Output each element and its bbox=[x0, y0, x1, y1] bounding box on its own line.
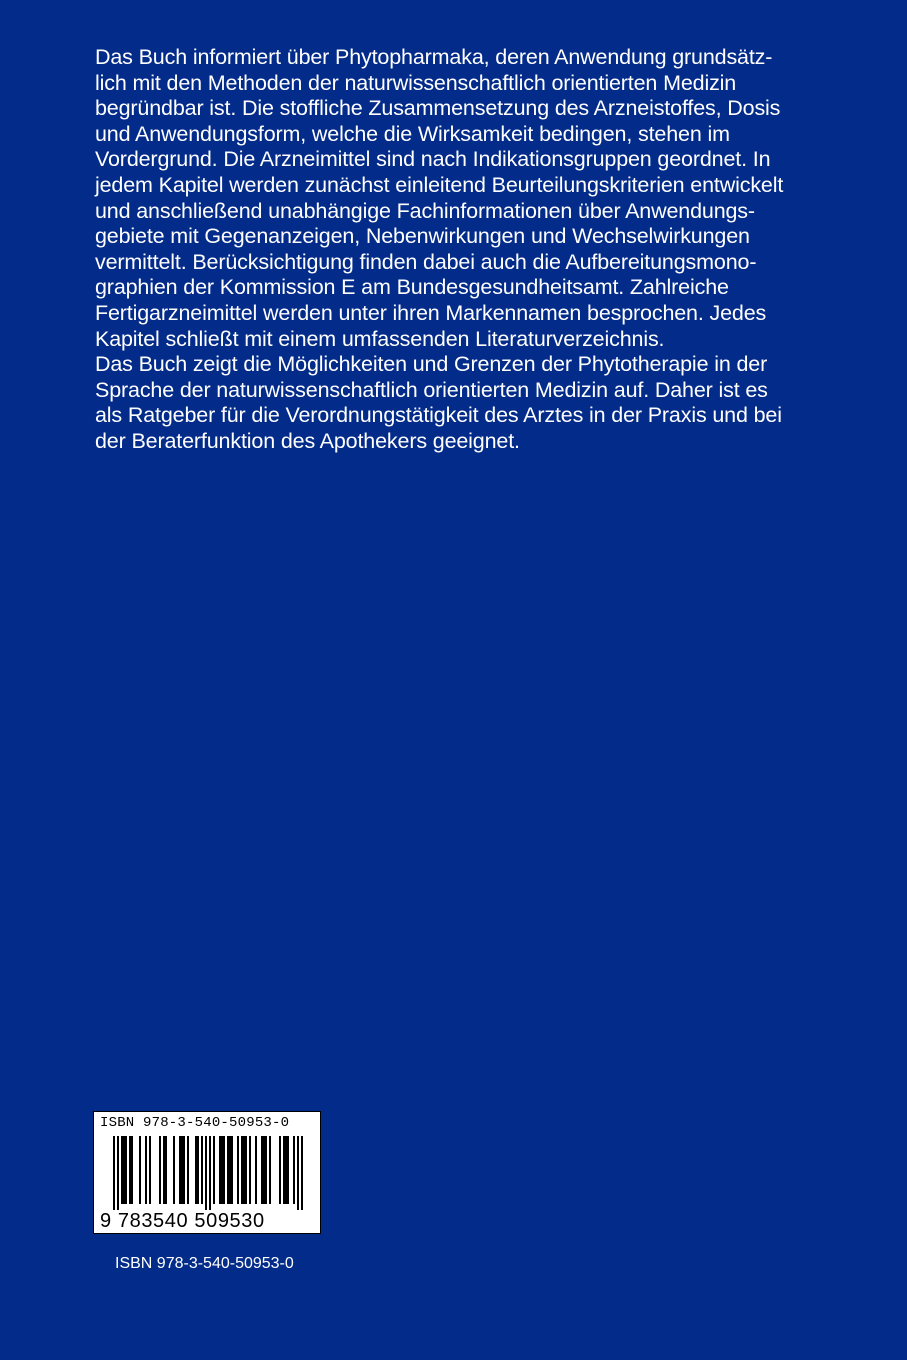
barcode-bar bbox=[125, 1136, 127, 1204]
blurb-line: lich mit den Methoden der naturwissenschaftlich orientierten Medizin bbox=[95, 70, 737, 95]
barcode-bar bbox=[265, 1136, 267, 1204]
blurb-line: und Anwendungsform, welche die Wirksamkeit bedingen, stehen im bbox=[95, 121, 730, 146]
barcode-bar bbox=[181, 1136, 183, 1204]
barcode-bar bbox=[187, 1136, 189, 1204]
barcode-bar bbox=[165, 1136, 167, 1204]
barcode-bar bbox=[221, 1136, 223, 1204]
barcode-guard-bar bbox=[301, 1136, 303, 1210]
barcode-bar bbox=[279, 1136, 281, 1204]
blurb-line: und anschließend unabhängige Fachinformationen über Anwendungs- bbox=[95, 198, 755, 223]
barcode-bar bbox=[139, 1136, 141, 1204]
barcode-bar bbox=[149, 1136, 151, 1204]
blurb-line: Fertigarzneimittel werden unter ihren Markennamen besprochen. Jedes bbox=[95, 300, 767, 325]
barcode-bar bbox=[269, 1136, 271, 1204]
barcode-bar bbox=[183, 1136, 185, 1204]
barcode-bar bbox=[201, 1136, 203, 1204]
barcode-bar bbox=[285, 1136, 287, 1204]
blurb-line: der Beraterfunktion des Apothekers geeignet. bbox=[95, 428, 520, 453]
barcode-bar bbox=[223, 1136, 225, 1204]
barcode-bar bbox=[245, 1136, 247, 1204]
barcode-bar bbox=[227, 1136, 229, 1204]
blurb-line: Sprache der naturwissenschaftlich orientierten Medizin auf. Daher ist es bbox=[95, 377, 768, 402]
barcode-guard-bar bbox=[297, 1136, 299, 1210]
barcode-bar bbox=[229, 1136, 231, 1204]
blurb-line: Das Buch informiert über Phytopharmaka, deren Anwendung grundsätz- bbox=[95, 45, 773, 69]
blurb-line: Vordergrund. Die Arzneimittel sind nach Indikationsgruppen geordnet. In bbox=[95, 147, 771, 172]
barcode-bars bbox=[94, 1136, 320, 1210]
blurb-line: Kapitel schließt mit einem umfassenden Literaturverzeichnis. bbox=[95, 326, 665, 351]
barcode-bar bbox=[179, 1136, 181, 1204]
barcode-bar bbox=[231, 1136, 233, 1204]
barcode-bar bbox=[213, 1136, 215, 1204]
blurb-line: als Ratgeber für die Verordnungstätigkeit des Arztes in der Praxis und bei bbox=[95, 403, 782, 428]
barcode-bar bbox=[243, 1136, 245, 1204]
blurb-line: graphien der Kommission E am Bundesgesundheitsamt. Zahlreiche bbox=[95, 275, 729, 300]
isbn-barcode bbox=[93, 1111, 321, 1234]
barcode-bar bbox=[123, 1136, 125, 1204]
blurb-line: Das Buch zeigt die Möglichkeiten und Grenzen der Phytotherapie in der bbox=[95, 352, 768, 377]
barcode-bar bbox=[255, 1136, 257, 1204]
barcode-bar bbox=[163, 1136, 165, 1204]
barcode-isbn-label: ISBN 978-3-540-50953-0 bbox=[100, 1115, 290, 1131]
barcode-bar bbox=[249, 1136, 251, 1204]
barcode-bar bbox=[131, 1136, 133, 1204]
barcode-bar bbox=[283, 1136, 285, 1204]
barcode-bar bbox=[241, 1136, 243, 1204]
blurb-line: vermittelt. Berücksichtigung finden dabei auch die Aufbereitungsmono- bbox=[95, 249, 757, 274]
isbn-footer: ISBN 978-3-540-50953-0 bbox=[115, 1255, 294, 1272]
barcode-bar bbox=[261, 1136, 263, 1204]
barcode-guard-bar bbox=[209, 1136, 211, 1210]
barcode-bar bbox=[287, 1136, 289, 1204]
barcode-bar bbox=[197, 1136, 199, 1204]
barcode-bar bbox=[159, 1136, 161, 1204]
barcode-guard-bar bbox=[205, 1136, 207, 1210]
barcode-bar bbox=[219, 1136, 221, 1204]
barcode-guard-bar bbox=[117, 1136, 119, 1210]
barcode-bar bbox=[293, 1136, 295, 1204]
barcode-bar bbox=[145, 1136, 147, 1204]
back-cover-blurb bbox=[95, 45, 815, 455]
blurb-line: gebiete mit Gegenanzeigen, Nebenwirkungen und Wechselwirkungen bbox=[95, 224, 750, 249]
blurb-line: begründbar ist. Die stoffliche Zusammensetzung des Arzneistoffes, Dosis bbox=[95, 96, 781, 121]
barcode-bar bbox=[195, 1136, 197, 1204]
barcode-bar bbox=[121, 1136, 123, 1204]
barcode-bar bbox=[237, 1136, 239, 1204]
barcode-digits: 9 783540 509530 bbox=[100, 1210, 265, 1232]
barcode-bar bbox=[263, 1136, 265, 1204]
barcode-bar bbox=[173, 1136, 175, 1204]
barcode-guard-bar bbox=[113, 1136, 115, 1210]
barcode-bar bbox=[129, 1136, 131, 1204]
blurb-line: jedem Kapitel werden zunächst einleitend Beurteilungskriterien entwickelt bbox=[95, 172, 784, 197]
